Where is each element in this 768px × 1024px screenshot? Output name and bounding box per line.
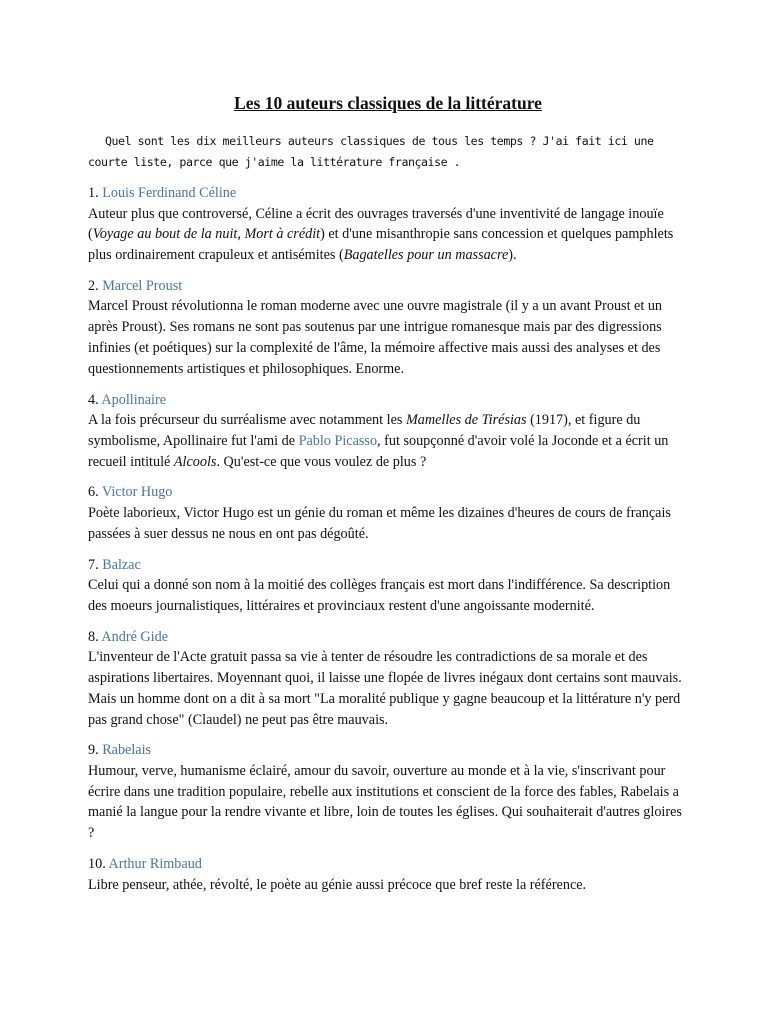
author-heading bbox=[88, 555, 688, 576]
author-description bbox=[88, 503, 688, 545]
author-entry bbox=[88, 390, 688, 473]
document-page bbox=[88, 92, 688, 905]
description-text: Humour, verve, humanisme éclairé, amour du savoir, ouverture au monde et à la vie, s'inscrivant pour écrire dans une tradition populaire, rebelle aux institutions et conscient de la force des fables, Rabelais a manié la langue pour la rendre vivante et libre, loin de toutes les églises. Qui souhaiterait d'autres gloires ? bbox=[88, 762, 682, 842]
author-number: 1. bbox=[88, 185, 99, 201]
author-heading bbox=[88, 482, 688, 503]
author-list bbox=[88, 183, 688, 895]
work-title: Alcools bbox=[173, 453, 217, 470]
author-entry bbox=[88, 183, 688, 266]
author-number: 10. bbox=[88, 856, 106, 873]
description-text: , fut soupçonné d'avoir volé la Joconde et a écrit un recueil intitulé bbox=[88, 432, 669, 470]
author-entry bbox=[88, 854, 688, 895]
author-entry bbox=[88, 276, 688, 380]
author-name-link[interactable]: Balzac bbox=[102, 556, 141, 573]
work-title: Bagatelles pour un massacre bbox=[343, 247, 509, 264]
work-title: Mamelles de Tirésias bbox=[405, 412, 527, 429]
author-number: 6. bbox=[88, 484, 99, 501]
author-description bbox=[88, 204, 688, 266]
author-name-link[interactable]: Apollinaire bbox=[101, 391, 167, 408]
author-heading bbox=[88, 183, 688, 204]
author-name-link[interactable]: Louis Ferdinand Céline bbox=[102, 185, 237, 201]
author-heading bbox=[88, 627, 688, 648]
author-entry bbox=[88, 627, 688, 731]
intro-paragraph: Quel sont les dix meilleurs auteurs classiques de tous les temps ? J'ai fait ici une courte liste, parce que j'aime la littérature française . bbox=[88, 134, 654, 169]
description-text: Libre penseur, athée, révolté, le poète au génie aussi précoce que bref reste la référence. bbox=[88, 876, 587, 893]
document-title: Les 10 auteurs classiques de la littérature bbox=[234, 93, 542, 113]
author-number: 8. bbox=[88, 628, 99, 645]
work-title: Voyage au bout de la nuit, Mort à crédit bbox=[92, 226, 321, 243]
author-name-link[interactable]: André Gide bbox=[101, 628, 168, 645]
author-description bbox=[88, 761, 688, 844]
author-description bbox=[88, 296, 688, 379]
inline-link[interactable]: Pablo Picasso bbox=[298, 432, 378, 449]
author-name-link[interactable]: Rabelais bbox=[102, 742, 152, 759]
author-description bbox=[88, 575, 688, 617]
author-number: 2. bbox=[88, 277, 99, 294]
description-text: ). bbox=[508, 247, 517, 264]
author-heading bbox=[88, 740, 688, 761]
author-heading bbox=[88, 276, 688, 297]
description-text: Poète laborieux, Victor Hugo est un génie du roman et même les dizaines d'heures de cours de français passées à suer dessus ne nous en ont pas dégoûté. bbox=[88, 504, 671, 542]
description-text: . Qu'est-ce que vous voulez de plus ? bbox=[216, 453, 427, 470]
author-entry bbox=[88, 740, 688, 844]
author-heading bbox=[88, 390, 688, 411]
author-entry bbox=[88, 555, 688, 617]
description-text: ) et d'une misanthropie sans concession et quelques pamphlets plus ordinairement crapuleux et antisémites ( bbox=[88, 226, 674, 264]
description-text: L'inventeur de l'Acte gratuit passa sa vie à tenter de résoudre les contradictions de sa morale et des aspirations libertaires. Moyennant quoi, il laisse une flopée de livres inégaux dont certains sont mauvais. Mais un homme dont on a dit à sa mort "La moralité publique y gagne beaucoup et la littérature n'y perd pas grand chose" (Claudel) ne peut pas être mauvais. bbox=[88, 649, 682, 728]
author-description bbox=[88, 647, 688, 730]
author-entry bbox=[88, 482, 688, 544]
description-text: (1917), et figure du symbolisme, Apollinaire fut l'ami de bbox=[88, 412, 641, 449]
author-name-link[interactable]: Arthur Rimbaud bbox=[108, 856, 202, 873]
description-text: A la fois précurseur du surréalisme avec notamment les bbox=[88, 412, 406, 429]
author-number: 7. bbox=[88, 556, 99, 573]
author-name-link[interactable]: Victor Hugo bbox=[101, 484, 173, 501]
author-heading bbox=[88, 854, 688, 875]
author-name-link[interactable]: Marcel Proust bbox=[102, 277, 183, 294]
description-text: Marcel Proust révolutionna le roman moderne avec une ouvre magistrale (il y a un avant Proust et un après Proust). Ses romans ne sont pas soutenus par une intrigue romanesque mais par des digressions infinies (et poétiques) sur la complexité de l'âme, la mémoire affective mais aussi des analyses et des questionnements artistiques et philosophiques. Enorme. bbox=[88, 298, 663, 377]
author-description bbox=[88, 875, 688, 896]
author-number: 4. bbox=[88, 391, 99, 408]
description-text: Celui qui a donné son nom à la moitié des collèges français est mort dans l'indifférence. Sa description des moeurs journalistiques, littéraires et provinciaux restent d'une angoissante modernité. bbox=[88, 577, 671, 614]
description-text: Auteur plus que controversé, Céline a écrit des ouvrages traversés d'une inventivité de langage inouïe ( bbox=[88, 205, 664, 243]
author-description bbox=[88, 410, 688, 472]
author-number: 9. bbox=[88, 742, 99, 759]
